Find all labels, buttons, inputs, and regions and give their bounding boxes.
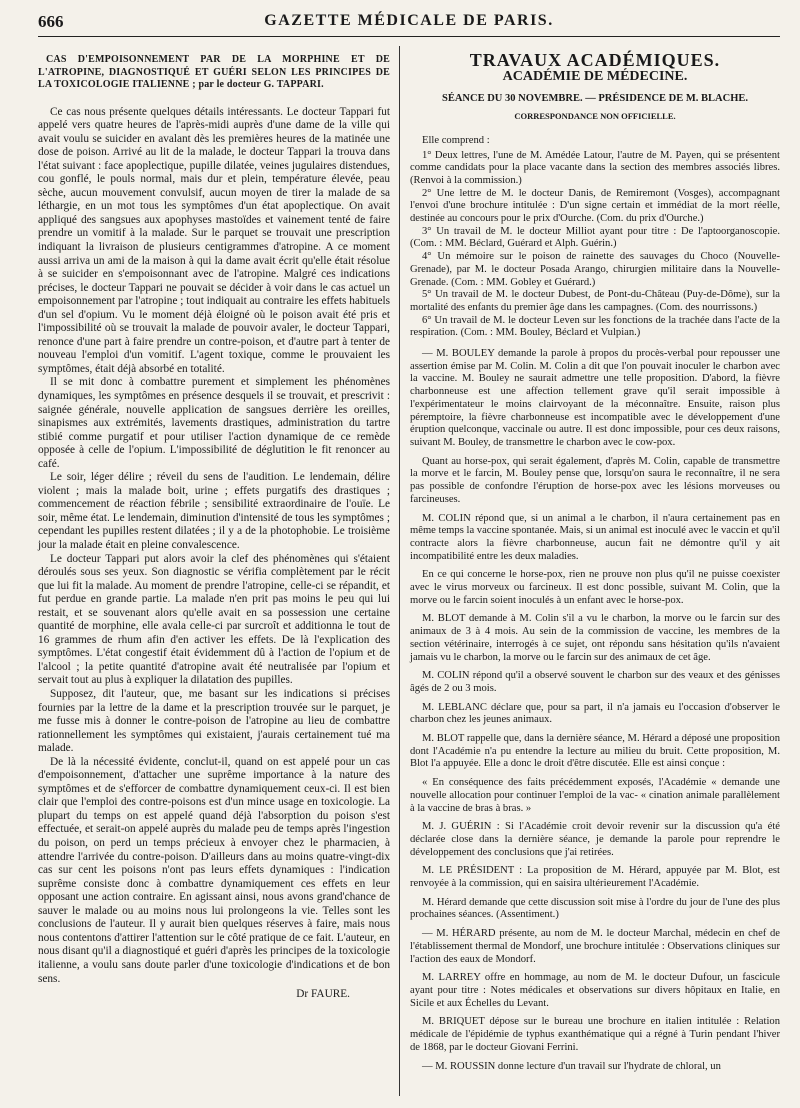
article-paragraph: Le docteur Tappari put alors avoir la clef des phénomènes qui s'étaient déroulés sous ses yeux. Son diagnostic se vérifia complètement par le récit que lui fit la malade. Au moment de prendre l'atropine, celle-ci se répandit, et fut perdue en grande partie. La malade n'en prit pas moins le peu qui lui restait, et se souvenant alors qu'elle avait en sa possession une certaine quantité de morphine, elle avala celle-ci par surcroît et additionna le tout de 16 grammes de rhum afin d'en activer les effets. De là l'explication des symptômes. L'état congestif était évidemment dû à l'action de l'opium et de l'alcool ; la petite quantité d'atropine avait été neutralisée par l'opium et servait tout au plus à expliquer la dilatation des pupilles. [38, 552, 390, 687]
session-paragraph: M. COLIN répond que, si un animal a le charbon, il n'aura certainement pas en même temps la vaccine spontanée. Mais, si un animal est inoculé avec le vaccin et qu'il contracte alors la fièvre charbonneuse, aucun fait ne démontre qu'il y ait incompatibilité entre les deux maladies. [410, 512, 780, 562]
list-item-text: 6° Un travail de M. le docteur Leven sur les fonctions de la trachée dans l'acte de la respiration. (Com. : MM. Bouley, Béclard et Vulpian.) [410, 314, 780, 339]
correspondence-heading: CORRESPONDANCE NON OFFICIELLE. [514, 111, 676, 122]
list-item-text: 1° Deux lettres, l'une de M. Amédée Latour, l'autre de M. Payen, qui se présentent comme candidats pour la place vacante dans la section des membres associés libres. (Renvoi à la commission.) [410, 149, 780, 186]
correspondence-intro: Elle comprend : [422, 134, 490, 146]
article-paragraph: Le soir, léger délire ; réveil du sens de l'audition. Le lendemain, délire violent ; mais la malade boit, urine ; effets purgatifs des drastiques ; commencement de réaction fébrile ; sensibilité extraordinaire de l'ouïe. Le soir, même état. Le lendemain, diminution d'intensité de tous les symptômes ; cependant les pupilles restent dilatées ; il y a de la photophobie. Le troisième jour la malade était en pleine convalescence. [38, 471, 390, 551]
list-item [410, 188, 780, 226]
article-signature: Dr FAURE. [296, 988, 350, 1001]
session-paragraph: M. LEBLANC déclare que, pour sa part, il n'a jamais eu l'occasion d'observer le charbon chez les jeunes animaux. [410, 701, 780, 726]
session-paragraph: M. COLIN répond qu'il a observé souvent le charbon sur des veaux et des génisses âgés de 2 ou 3 mois. [410, 670, 780, 694]
page-number: 666 [38, 12, 64, 31]
left-column [38, 54, 390, 1002]
list-item-text: 2° Une lettre de M. le docteur Danis, de Remiremont (Vosges), accompagnant l'envoi d'une brochure intitulée : D'un signe certain et immédiat de la mort réelle, destinée au concours pour le prix d'Ourche. (Com. du prix d'Ourche.) [410, 187, 780, 225]
session-paragraph: « En conséquence des faits précédemment exposés, l'Académie « demande une nouvelle allocation pour continuer l'emploi de la vac- « cination animale parallèlement à la vaccine de bras à bras. » [410, 777, 780, 814]
article-paragraph: Il se mit donc à combattre purement et simplement les phénomènes dynamiques, les symptômes en présence desquels il se trouvait, et prescrivit : saignée générale, nouvelle application de sangsues derrière les oreilles, sinapismes aux extrémités, lavements drastiques, administration du tartre stibié comme purgatif et pour utiliser l'action dynamique de ce remède opposée à celle de l'opium. L'impossibilité de déglutition le fit renoncer au café. [38, 376, 390, 470]
list-item [410, 289, 780, 314]
list-item [410, 150, 780, 188]
session-paragraph: M. J. GUÉRIN : Si l'Académie croit devoir revenir sur la discussion qu'a été déclarée close dans la dernière séance, je demande la parole pour reprendre le développement des conclusions que j'ai retirées. [410, 821, 780, 858]
article-paragraph: Ce cas nous présente quelques détails intéressants. Le docteur Tappari fut appelé vers quatre heures de l'après-midi auprès d'une dame de la ville qui avait voulu se suicider en avalant dès les premières heures de la matinée une dose de poison. Arrivé au lit de la malade, le docteur Tappari la trouva dans l'état suivant : face apoplectique, pupille dilatée, veines jugulaires distendues, cou gonflé, le pouls normal, mais dur et plein, température élevée, peau sèche, aucun mouvement convulsif, aucun moyen de tirer la malade de sa léthargie, en un mot tous les symptômes d'un état apoplectique. On avait appliqué des sangsues aux apophyses mastoïdes et vainement tenté de faire prendre un vomitif à la malade. Sur le parquet se trouvait une prescription indiquant la livraison de plusieurs centigrammes d'atropine. A ce moment aussi arriva un ami de la maison à qui la dame avait écrit qu'elle était résolue à se suicider en s'empoisonnant avec de l'atropine. Malgré ces indications précises, le docteur Tappari ne pouvait se décider à voir dans le cas actuel un empoisonnement par l'atropine ; tout indiquait au contraire les effets habituels d'un sel d'opium. Vu le moment déjà éloigné où le poison avait été pris et l'impossibilité où se trouvait la malade de pouvoir avaler, le docteur Tappari, renonce d'une part à faire prendre un contre-poison, et d'autre part à tenter de nouveau l'emploi d'un vomitif. L'agent toxique, comme le prouvaient les symptômes, était déjà absorbé en totalité. [38, 105, 390, 375]
list-item [410, 251, 780, 289]
section-title: TRAVAUX ACADÉMIQUES. [469, 50, 721, 70]
session-paragraph: Quant au horse-pox, qui serait également, d'après M. Colin, capable de transmettre la morve et le farcin, M. Bouley pense que, lorsqu'on saura le reconnaître, il ne sera pas possible de confondre l'éruption de horse-pox avec les lésions morveuses ou farcineuses. [410, 455, 780, 505]
session-paragraph: M. BRIQUET dépose sur le bureau une brochure en italien intitulée : Relation médicale de l'épidémie de typhus exanthématique qui a régné à Turin pendant l'hiver de 1868, par le docteur Giovani Ferrini. [410, 1016, 780, 1053]
list-item-text: 5° Un travail de M. le docteur Dubest, de Pont-du-Château (Puy-de-Dôme), sur la mortalité des enfants du premier âge dans les campagnes. (Com. des nourrissons.) [410, 289, 780, 313]
session-paragraph: M. Hérard demande que cette discussion soit mise à l'ordre du jour de l'une des plus prochaines séances. (Assentiment.) [410, 896, 780, 921]
list-item-text: 4° Un mémoire sur le poison de rainette des sauvages du Choco (Nouvelle-Grenade), par M. le docteur Posada Arango, chirurgien militaire dans la Nouvelle-Grenade. (Com. : MM. Gobley et Guérard.) [410, 251, 780, 288]
list-item [410, 315, 780, 340]
list-item [410, 226, 780, 251]
session-paragraph: M. BLOT demande à M. Colin s'il a vu le charbon, la morve ou le farcin sur des animaux de 3 à 4 mois. Au sein de la commission de vaccine, les membres de la section vétérinaire, interrogés à ce sujet, ont répondu sans hésitation qu'ils n'avaient jamais vu le charbon, la morve ou le farcin sur des animaux de cet âge. [410, 613, 780, 663]
column-divider [399, 46, 400, 1096]
session-paragraph: En ce qui concerne le horse-pox, rien ne prouve non plus qu'il ne puisse coexister avec le virus morveux ou farcineux. Il est donc possible, suivant M. Colin, que la morve ou le farcin soient inoculés à un enfant avec le horse-pox. [410, 569, 780, 606]
article-heading: CAS D'EMPOISONNEMENT PAR DE LA MORPHINE ET DE L'ATROPINE, DIAGNOSTIQUÉ ET GUÉRI SELON LES PRINCIPES DE LA TOXICOLOGIE ITALIENNE ; par le docteur G. TAPPARI. [38, 54, 390, 90]
right-column [410, 50, 780, 1079]
session-paragraph: M. LE PRÉSIDENT : La proposition de M. Hérard, appuyée par M. Blot, est renvoyée à la commission, qui en saisira ultérieurement l'Académie. [410, 865, 780, 890]
session-paragraph: — M. HÉRARD présente, au nom de M. le docteur Marchal, médecin en chef de l'établissement thermal de Mondorf, une brochure intitulée : Observations cliniques sur l'action des eaux de Mondorf. [410, 928, 780, 965]
session-paragraph: — M. ROUSSIN donne lecture d'un travail sur l'hydrate de chloral, un [422, 1060, 721, 1072]
journal-title: GAZETTE MÉDICALE DE PARIS. [264, 12, 554, 29]
session-paragraph: M. BLOT rappelle que, dans la dernière séance, M. Hérard a déposé une proposition dont l'Académie n'a pu entendre la lecture au milieu du bruit. Cette proposition, M. Blot l'a appuyée. Elle a donc le droit d'être discutée. Elle est ainsi conçue : [410, 733, 780, 770]
article-paragraph: Supposez, dit l'auteur, que, me basant sur les indications si précises fournies par la lettre de la dame et la prescription trouvée sur le parquet, je me fusse mis à donner le contre-poison de l'atropine au lieu de combattre rationnellement les symptômes qui existaient, j'aurais certainement tué ma malade. [38, 688, 390, 755]
article-paragraph: De là la nécessité évidente, conclut-il, quand on est appelé pour un cas d'empoisonnement, d'attacher une suprême importance à la nature des symptômes et de s'efforcer de combattre dynamiquement ceux-ci. Il est bien clair que l'emploi des contre-poisons est d'un mince usage en toxicologie. La plupart du temps on est appelé quand déjà l'absorption du poison s'est effectuée, et serait-on appelé auprès du malade peu de temps après l'ingestion du poison, on perd un temps précieux à envoyer chez le pharmacien, à attendre l'arrivée du contre-poison. D'ailleurs dans au moins quatre-vingt-dix cas sur cent les poisons n'ont pas leurs effets dynamiques : l'indication suprême consiste donc à combattre dynamiquement ces effets en leur opposant une action contraire. En agissant ainsi, nous avons grand'chance de sauver le malade ou au moins nous lui prolongeons la vie. Telles sont les conclusions de l'auteur. Il y aurait bien quelques réserves à faire, mais nous nous contentons d'attirer l'attention sur le côté pratique de ce fait. L'auteur, en nous disant qu'il a diagnostiqué et guéri d'après les principes de la toxicologie italienne, a voulu sans doute parler d'une toxicologie d'indications et de bon sens. [38, 755, 390, 985]
session-paragraph: — M. BOULEY demande la parole à propos du procès-verbal pour repousser une assertion émise par M. Colin. M. Colin a dit que l'on pouvait inoculer le charbon avec la vaccine. M. Bouley ne saurait admettre une telle proposition. D'abord, la fièvre charbonneuse est une affection tellement grave qu'il serait impossible à l'expérimentateur le moins clairvoyant de la méconnaître. Ensuite, raison plus péremptoire, la fièvre charbonneuse est incompatible avec le développement d'une éruption quelconque, vaccinale ou autre. Il est donc impossible, pour ces deux raisons, suivant M. Bouley, de transmettre le charbon avec le cow-pox. [410, 348, 780, 448]
session-paragraph: M. LARREY offre en hommage, au nom de M. le docteur Dufour, un fascicule ayant pour titre : Notes médicales et observations sur divers hôpitaux en Italie, en Sicile et aux Échelles du Levant. [410, 972, 780, 1009]
academy-title: ACADÉMIE DE MÉDECINE. [502, 68, 688, 84]
page-header [38, 10, 780, 37]
list-item-text: 3° Un travail de M. le docteur Milliot ayant pour titre : De l'aptoorganoscopie. (Com. : MM. Béclard, Guérard et Alph. Guérin.) [410, 225, 780, 250]
correspondence-list [410, 150, 780, 341]
session-heading: SÉANCE DU 30 NOVEMBRE. — PRÉSIDENCE DE M. BLACHE. [442, 93, 748, 105]
